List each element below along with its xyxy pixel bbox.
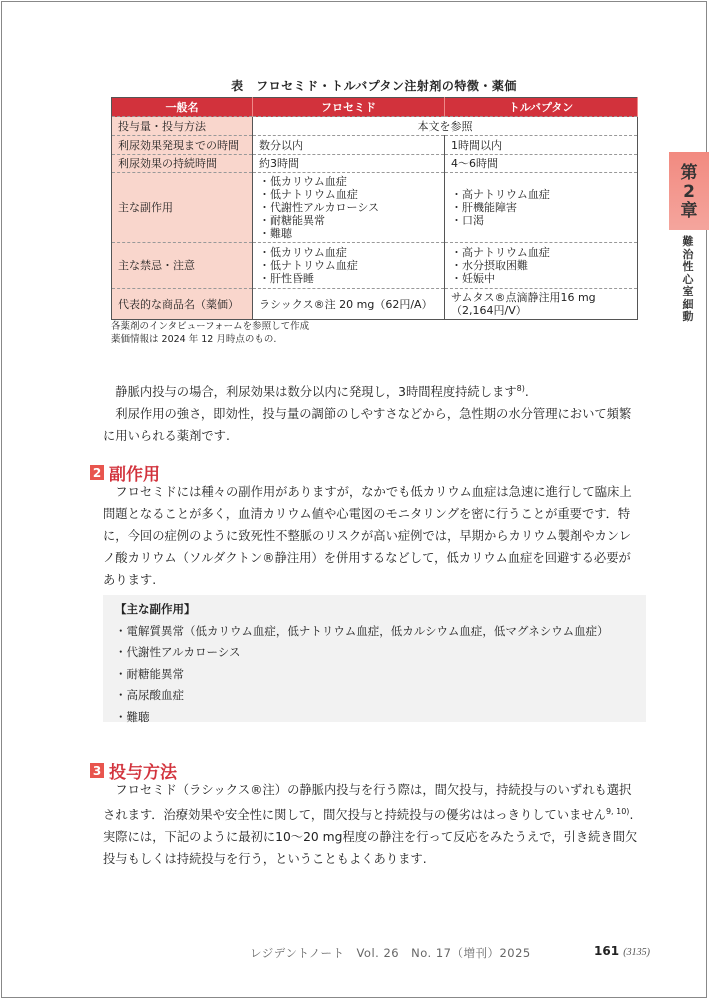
tolvaptan-cell — [445, 173, 638, 243]
list-item: ・電解質異常（低カリウム血症，低ナトリウム血症，低カルシウム血症，低マグネシウム血症） — [115, 623, 609, 638]
list-item: ・低ナトリウム血症 — [259, 188, 358, 201]
page-num: 161 — [594, 944, 620, 958]
text-line: に，今回の症例のように致死性不整脈のリスクが高い症例では，早期からカリウム製剤やカンレ — [103, 529, 632, 543]
total-page-num: (3135) — [623, 947, 650, 958]
list-item: ・口渇 — [451, 214, 484, 227]
chapter-tab — [669, 152, 709, 230]
chapter-char: 章 — [680, 201, 698, 221]
table-row — [112, 117, 638, 136]
box-title: 【主な副作用】 — [115, 602, 196, 616]
section-number: 3 — [90, 763, 104, 778]
text-line: 実際には，下記のように最初に10〜20 mg程度の静注を行って反応をみたうえで，引き続き間欠 — [103, 830, 638, 845]
furosemide-cell: ラシックス®注 20 mg（62円/A） — [253, 289, 445, 320]
text-line: 投与もしくは持続投与を行う，ということもよくあります. — [103, 852, 427, 867]
list-item: ・耐糖能異常 — [115, 666, 184, 681]
list-item: ・肝機能障害 — [451, 201, 517, 214]
table-caption: 表 フロセミド・トルバプタン注射剤の特徴・薬価 — [231, 79, 517, 93]
header-tolvaptan: トルバプタン — [445, 98, 638, 117]
header-generic-name: 一般名 — [112, 98, 253, 117]
tolvaptan-cell: 1時間以内 — [445, 136, 638, 155]
text-line: 静脈内投与の場合，利尿効果は数分以内に発現し，3時間程度持続します — [103, 385, 517, 400]
furosemide-cell — [253, 173, 445, 243]
list-item: ・妊娠中 — [451, 272, 495, 285]
section-title: 副作用 — [109, 465, 160, 485]
row-label: 主な禁忌・注意 — [112, 243, 253, 289]
list-item: ・低カリウム血症 — [259, 175, 347, 188]
note: 各薬剤のインタビューフォームを参照して作成 — [111, 321, 310, 332]
intro-paragraph — [103, 378, 648, 447]
table-row — [112, 289, 638, 320]
table-notes — [111, 320, 309, 346]
list-item: ・高尿酸血症 — [115, 688, 184, 702]
punct: . — [629, 808, 634, 823]
table-row — [112, 155, 638, 173]
list-item: ・低ナトリウム血症 — [259, 259, 358, 272]
list-item: ・高ナトリウム血症 — [451, 246, 550, 259]
chapter-number: 2 — [683, 182, 695, 202]
tolvaptan-cell: 4〜6時間 — [445, 155, 638, 173]
furosemide-cell — [253, 243, 445, 289]
furosemide-cell: 約3時間 — [253, 155, 445, 173]
list-item: ・低カリウム血症 — [259, 246, 347, 259]
side-effects-paragraph — [103, 481, 648, 591]
row-label: 利尿効果の持続時間 — [112, 155, 253, 173]
row-label: 投与量・投与方法 — [112, 117, 253, 136]
text-line: あります. — [103, 573, 157, 587]
table-row — [112, 136, 638, 155]
list-item: ・代謝性アルカローシス — [115, 645, 241, 659]
header-furosemide: フロセミド — [253, 98, 445, 117]
list-item: ・肝性昏睡 — [259, 272, 314, 285]
list-item: ・水分摂取困難 — [451, 259, 528, 272]
merged-cell: 本文を参照 — [253, 117, 638, 136]
reference: 9, 10) — [605, 807, 630, 816]
text-line: 問題となることが多く，血清カリウム値や心電図のモニタリングを密に行うことが重要です．特 — [103, 507, 631, 521]
journal-footer: レジデントノート Vol. 26 No. 17（増刊）2025 — [250, 946, 531, 960]
section-number: 2 — [90, 465, 104, 480]
list-item: ・耐糖能異常 — [259, 214, 325, 227]
note: 薬価情報は 2024 年 12 月時点のもの. — [111, 334, 277, 345]
punct: . — [524, 385, 529, 400]
text-line: 利尿作用の強さ，即効性，投与量の調節のしやすさなどから，急性期の水分管理において頻繁 — [103, 407, 632, 422]
list-item: ・高ナトリウム血症 — [451, 188, 550, 201]
text-line: フロセミドには種々の副作用がありますが，なかでも低カリウム血症は急速に進行して臨床上 — [103, 485, 632, 499]
row-label: 代表的な商品名（薬価） — [112, 289, 253, 320]
text-line: フロセミド（ラシックス®注）の静脈内投与を行う際は，間欠投与，持続投与のいずれも選択 — [103, 783, 632, 797]
text-line: されます．治療効果や安全性に関して，間欠投与と持続投与の優劣ははっきりしていません — [103, 808, 606, 823]
chapter-title: 難治性心室細動 — [682, 235, 694, 323]
text-line: に用いられる薬剤です. — [103, 429, 230, 444]
table-header-row — [112, 98, 638, 117]
side-effects-box — [103, 595, 646, 722]
list-item: ・難聴 — [259, 227, 292, 240]
furosemide-cell: 数分以内 — [253, 136, 445, 155]
text-line: ノ酸カリウム（ソルダクトン®静注用）を併用するなどして，低カリウム血症を回避する必要が — [103, 551, 631, 565]
drug-comparison-table — [111, 97, 638, 320]
administration-paragraph — [103, 779, 648, 870]
page-number — [594, 944, 650, 958]
list-item: ・難聴 — [115, 709, 150, 724]
table-row — [112, 173, 638, 243]
list-item: ・代謝性アルカローシス — [259, 201, 380, 214]
row-label: 利尿効果発現までの時間 — [112, 136, 253, 155]
tolvaptan-cell — [445, 243, 638, 289]
reference: 8) — [516, 384, 525, 393]
section-title: 投与方法 — [109, 763, 177, 783]
tolvaptan-cell: サムタス®点滴静注用16 mg（2,164円/V） — [445, 289, 638, 320]
chapter-char: 第 — [680, 163, 698, 183]
table-row — [112, 243, 638, 289]
row-label: 主な副作用 — [112, 173, 253, 243]
